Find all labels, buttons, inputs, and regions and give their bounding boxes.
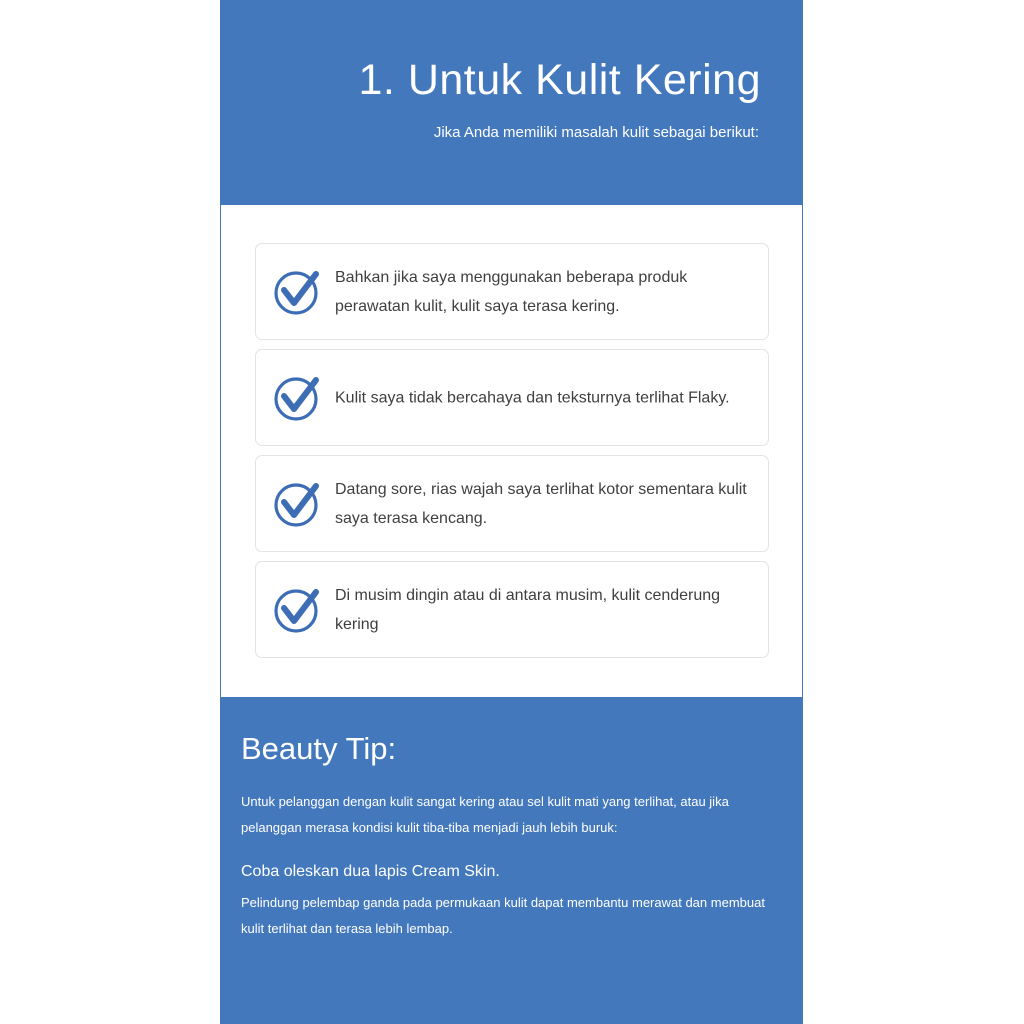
- check-circle-icon: [274, 374, 322, 422]
- tip-intro: Untuk pelanggan dengan kulit sangat kering atau sel kulit mati yang terlihat, atau jika pelanggan merasa kondisi kulit tiba-tiba menjadi jauh lebih buruk:: [241, 794, 729, 835]
- symptom-text: Kulit saya tidak bercahaya dan teksturnya terlihat Flaky.: [335, 389, 730, 406]
- beauty-tip-section: [220, 697, 803, 1024]
- check-circle-icon: [274, 268, 322, 316]
- symptom-card: [255, 243, 769, 340]
- tip-detail: Pelindung pelembap ganda pada permukaan kulit dapat membantu merawat dan membuat kulit terlihat dan terasa lebih lembap.: [241, 895, 765, 936]
- check-circle-icon: [274, 586, 322, 634]
- page-subtitle: Jika Anda memiliki masalah kulit sebagai berikut:: [433, 124, 759, 141]
- header-banner: [220, 0, 803, 205]
- symptom-list: [255, 243, 769, 667]
- symptom-section: [220, 205, 803, 697]
- symptom-text: Di musim dingin atau di antara musim, kulit cenderung kering: [335, 586, 721, 633]
- tip-title: Beauty Tip:: [241, 731, 397, 766]
- page-title: 1. Untuk Kulit Kering: [358, 56, 761, 104]
- symptom-card: [255, 455, 769, 552]
- symptom-card: [255, 349, 769, 446]
- check-circle-icon: [274, 480, 322, 528]
- symptom-text: Datang sore, rias wajah saya terlihat kotor sementara kulit saya terasa kencang.: [335, 480, 747, 527]
- tip-advice: Coba oleskan dua lapis Cream Skin.: [241, 863, 500, 880]
- page: [220, 0, 803, 1024]
- symptom-card: [255, 561, 769, 658]
- symptom-text: Bahkan jika saya menggunakan beberapa produk perawatan kulit, kulit saya terasa kering.: [335, 268, 688, 315]
